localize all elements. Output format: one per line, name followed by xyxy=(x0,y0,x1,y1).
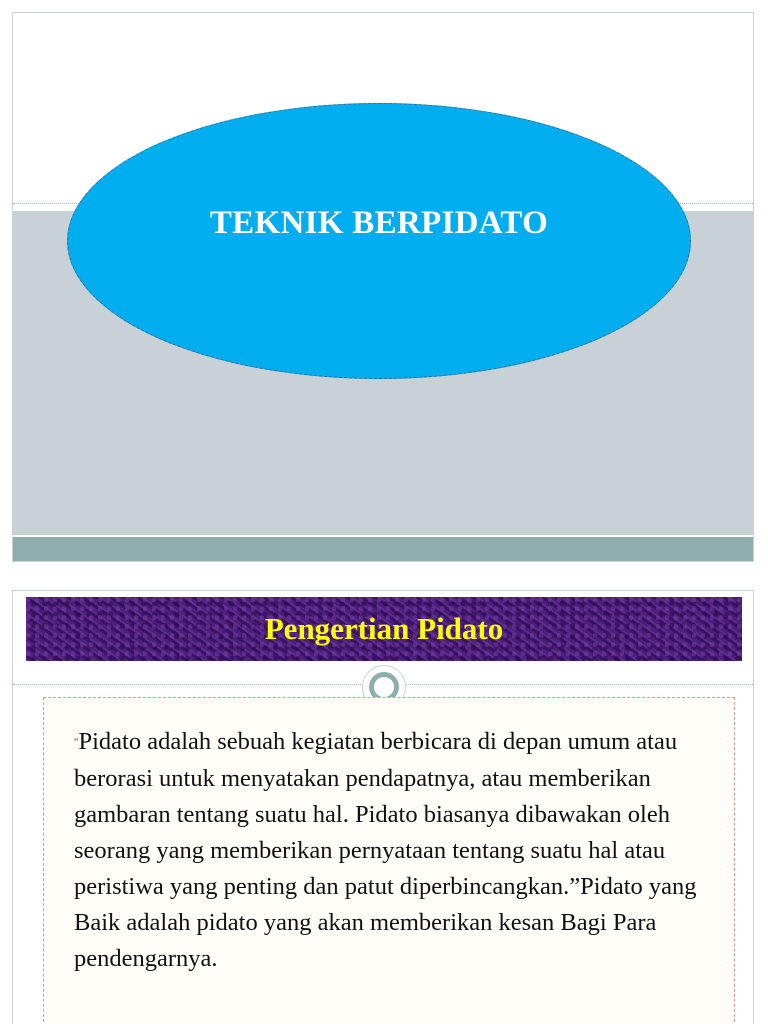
slide-accent-band xyxy=(13,537,753,562)
title-ellipse xyxy=(67,103,691,379)
body-text: Pidato adalah sebuah kegiatan berbicara di depan umum atau berorasi untuk menyatakan pendapatnya, atau memberikan gambaran tentang suatu hal. Pidato biasanya dibawakan oleh seorang yang memberikan pernyataan tentang suatu hal atau peristiwa yang penting dan patut diperbincangkan.”Pidato yang Baik adalah pidato yang akan memberikan kesan Bagi Para pendengarnya. xyxy=(74,728,697,972)
slide-header-band xyxy=(26,597,742,661)
body-paragraph xyxy=(74,724,724,977)
slide-heading: Pengertian Pidato xyxy=(264,611,504,646)
content-box xyxy=(43,697,735,1024)
quote-bullet: “ xyxy=(74,737,79,748)
slide-title-text: TEKNIK BERPIDATO xyxy=(209,204,549,241)
slide-title xyxy=(12,12,754,562)
slide-definition xyxy=(12,590,754,1024)
